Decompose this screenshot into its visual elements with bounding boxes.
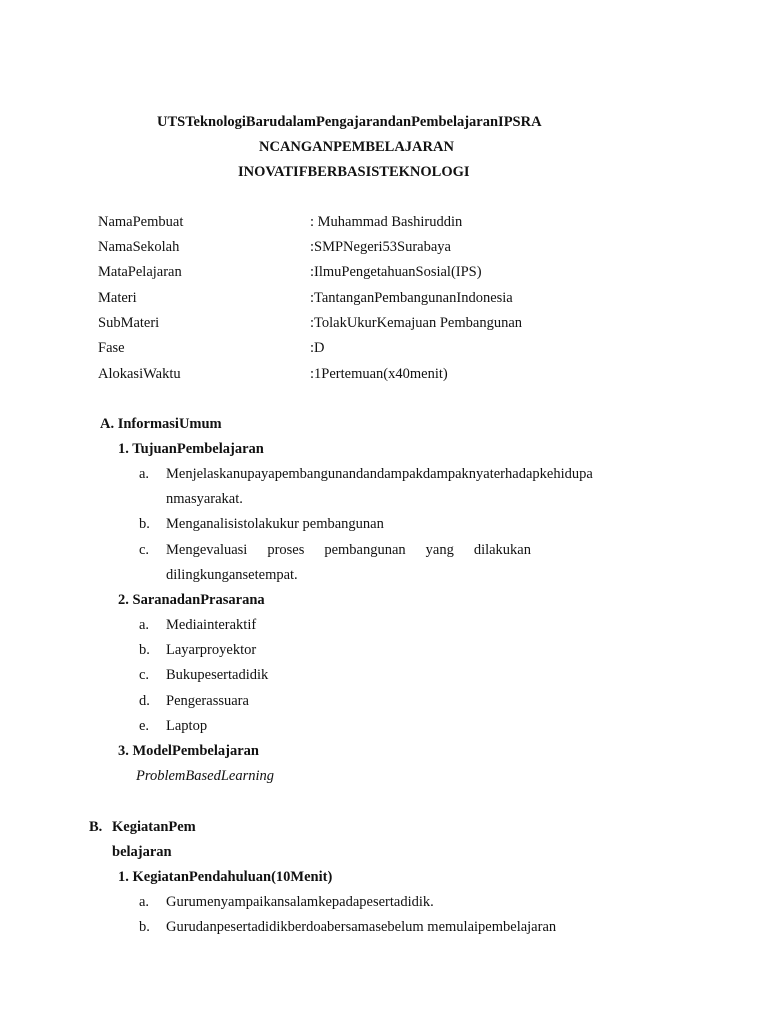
sarana-c-text: Bukupesertadidik — [166, 667, 269, 683]
identity-label-sub-materi: SubMateri — [98, 315, 160, 331]
identity-value-fase: :D — [310, 340, 325, 356]
model-heading: 3. ModelPembelajaran — [118, 743, 259, 759]
pendahuluan-a-text: Gurumenyampaikansalamkepadapesertadidik. — [166, 894, 434, 910]
pendahuluan-b-marker: b. — [139, 919, 150, 935]
identity-label-nama-sekolah: NamaSekolah — [98, 239, 180, 255]
section-a-heading: A. InformasiUmum — [100, 416, 222, 432]
sarana-a-marker: a. — [139, 617, 150, 633]
identity-value-materi: :TantanganPembangunanIndonesia — [310, 290, 513, 306]
sarana-b-marker: b. — [139, 642, 150, 658]
title-line-2: NCANGANPEMBELAJARAN — [259, 139, 454, 155]
tujuan-c-line-2: dilingkungansetempat. — [166, 567, 298, 583]
pendahuluan-a-marker: a. — [139, 894, 150, 910]
pendahuluan-b-text: Gurudanpesertadidikberdoabersamasebelum memulaipembelajaran — [166, 919, 557, 935]
sarana-d-marker: d. — [139, 693, 150, 709]
sarana-e-text: Laptop — [166, 718, 208, 734]
identity-value-sub-materi: :TolakUkurKemajuan Pembangunan — [310, 315, 522, 331]
sarana-b-text: Layarproyektor — [166, 642, 257, 658]
section-b-marker: B. — [89, 819, 103, 835]
model-value: ProblemBasedLearning — [136, 768, 275, 784]
sarana-heading: 2. SaranadanPrasarana — [118, 592, 265, 608]
tujuan-c-word: proses — [267, 542, 305, 558]
sarana-e-marker: e. — [139, 718, 150, 734]
identity-label-alokasi-waktu: AlokasiWaktu — [98, 366, 181, 382]
identity-label-mata-pelajaran: MataPelajaran — [98, 264, 182, 280]
identity-value-mata-pelajaran: :IlmuPengetahuanSosial(IPS) — [310, 264, 482, 280]
tujuan-c-word: yang — [425, 542, 454, 558]
identity-label-fase: Fase — [98, 340, 125, 356]
tujuan-c-word: Mengevaluasi — [166, 542, 248, 558]
title-line-3: INOVATIFBERBASISTEKNOLOGI — [238, 164, 470, 180]
section-b-heading-line-1: KegiatanPem — [112, 819, 196, 835]
tujuan-heading: 1. TujuanPembelajaran — [118, 441, 264, 457]
pendahuluan-heading: 1. KegiatanPendahuluan(10Menit) — [118, 869, 333, 885]
tujuan-b-text: Menganalisistolakukur pembangunan — [166, 516, 384, 532]
tujuan-a-line-2: nmasyarakat. — [166, 491, 243, 507]
sarana-a-text: Mediainteraktif — [166, 617, 257, 633]
section-b-heading-line-2: belajaran — [112, 844, 172, 860]
identity-value-nama-sekolah: :SMPNegeri53Surabaya — [310, 239, 451, 255]
sarana-c-marker: c. — [139, 667, 150, 683]
identity-label-nama-pembuat: NamaPembuat — [98, 214, 184, 230]
identity-label-materi: Materi — [98, 290, 137, 306]
identity-value-alokasi-waktu: :1Pertemuan(x40menit) — [310, 366, 448, 382]
tujuan-c-word: dilakukan — [473, 542, 531, 558]
sarana-d-text: Pengerassuara — [166, 693, 249, 709]
tujuan-c-line-1 — [166, 541, 531, 559]
tujuan-c-word: pembangunan — [324, 542, 406, 558]
tujuan-a-marker: a. — [139, 466, 150, 482]
identity-value-nama-pembuat: : Muhammad Bashiruddin — [310, 214, 463, 230]
title-line-1: UTSTeknologiBarudalamPengajarandanPembelajaranIPSRA — [157, 114, 542, 130]
tujuan-c-marker: c. — [139, 542, 150, 558]
tujuan-b-marker: b. — [139, 516, 150, 532]
tujuan-a-line-1: Menjelaskanupayapembangunandandampakdampaknyaterhadapkehidupa — [166, 466, 593, 482]
